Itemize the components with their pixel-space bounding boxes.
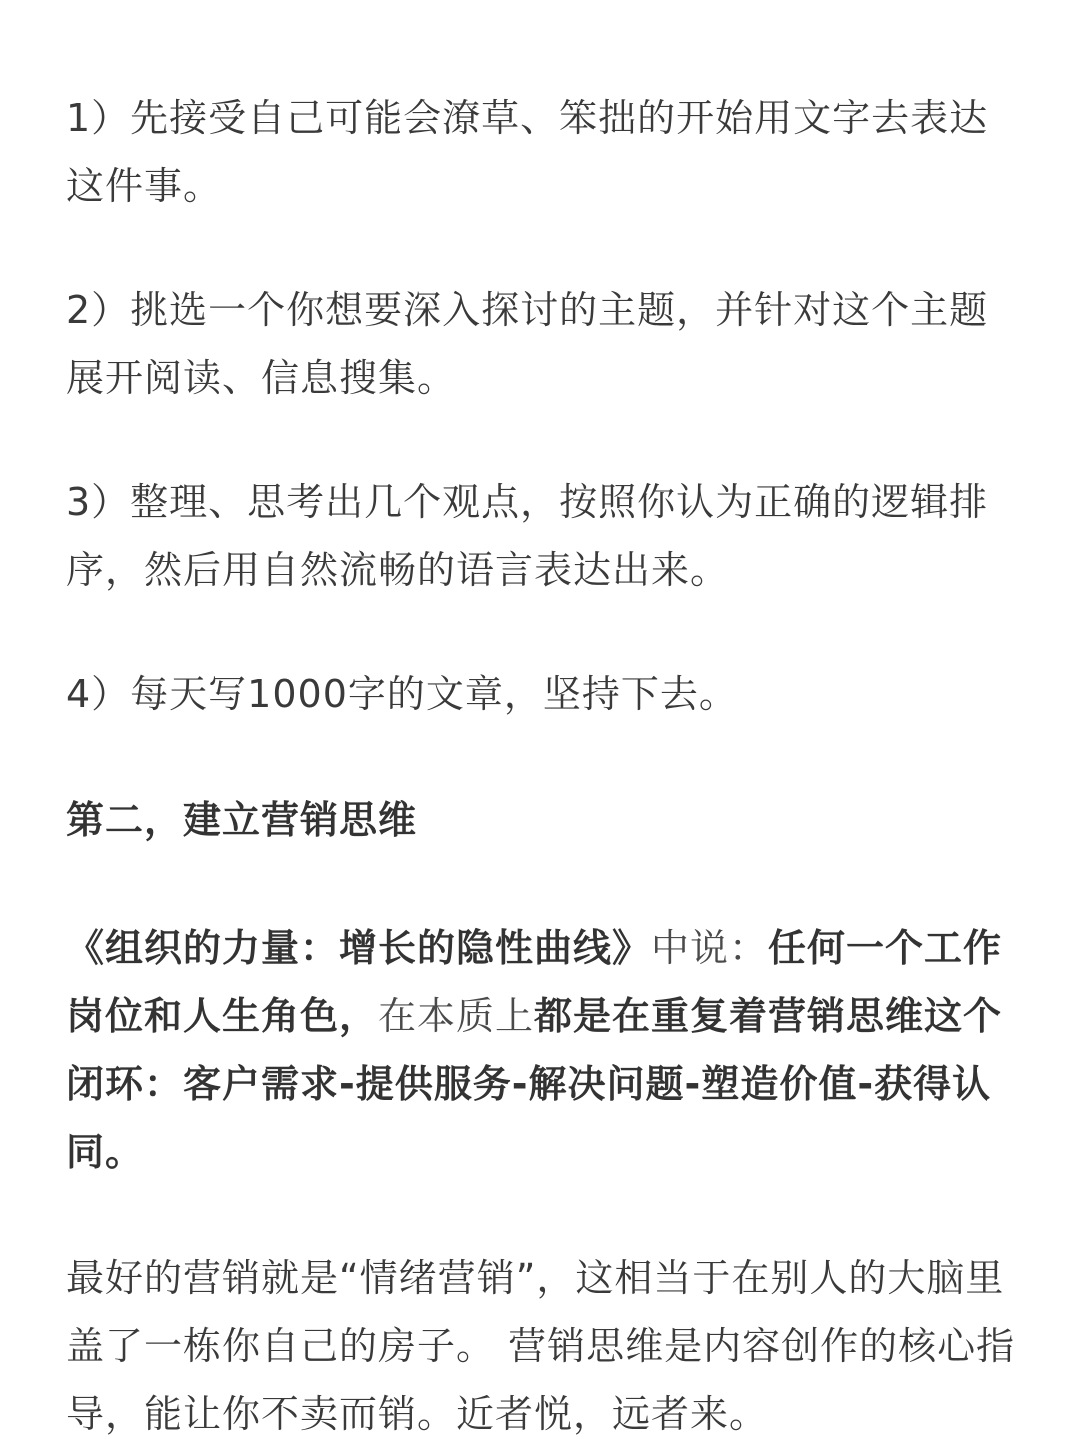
quote-bold-2: 都是在重复着营销思维这个闭环：客户需求-提供服务-解决问题-塑造价值-获得认同。 [66, 994, 1003, 1174]
article-content [66, 84, 1026, 1448]
quote-paragraph [66, 914, 1026, 1186]
quote-bold-1: 任何一个工作岗位和人生角色， [66, 926, 1003, 1038]
closing-paragraph: 最好的营销就是“情绪营销”，这相当于在别人的大脑里盖了一栋你自己的房子。 营销思维是内容创作的核心指导，能让你不卖而销。近者悦，远者来。 [66, 1256, 1016, 1436]
section-heading: 第二，建立营销思维 [66, 798, 418, 842]
quote-normal-1: 在本质上 [378, 994, 535, 1038]
quote-says: 中说： [651, 926, 769, 970]
book-title: 《组织的力量：增长的隐性曲线》 [66, 926, 652, 970]
step-3-paragraph: 3）整理、思考出几个观点，按照你认为正确的逻辑排序，然后用自然流畅的语言表达出来。 [66, 480, 989, 592]
step-2-paragraph: 2）挑选一个你想要深入探讨的主题，并针对这个主题展开阅读、信息搜集。 [66, 288, 989, 400]
step-1-paragraph: 1）先接受自己可能会潦草、笨拙的开始用文字去表达这件事。 [66, 96, 989, 208]
step-4-paragraph: 4）每天写1000字的文章，坚持下去。 [66, 672, 738, 716]
